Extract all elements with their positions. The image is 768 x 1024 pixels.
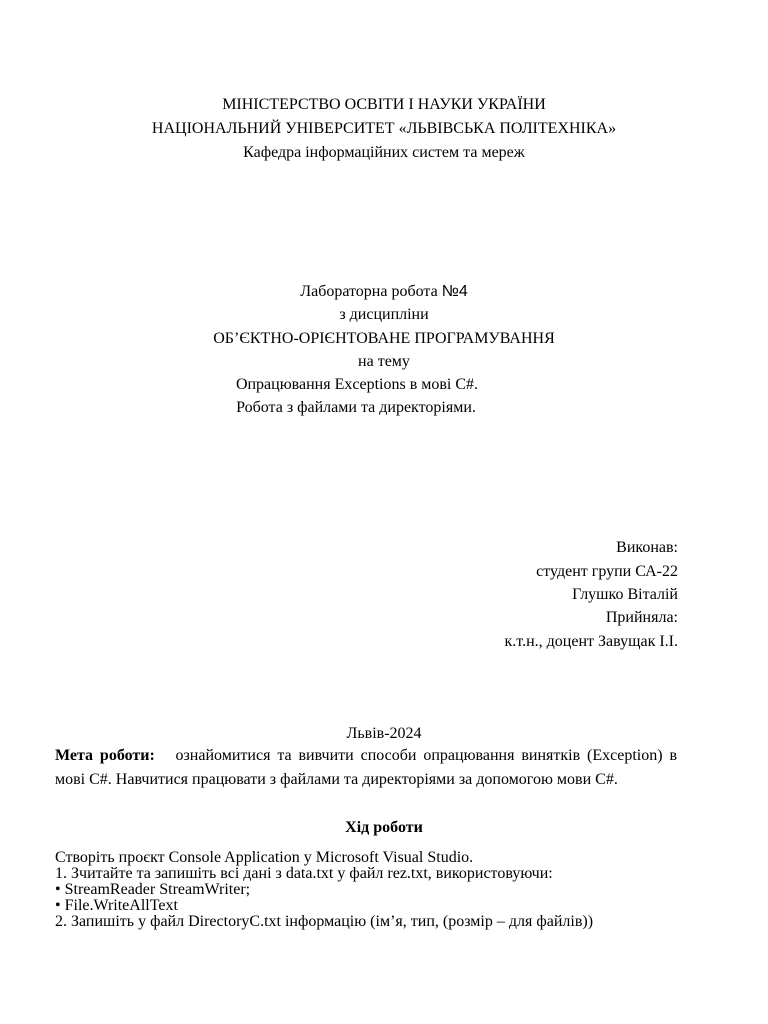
step-line: 2. Запишіть у файл DirectoryC.txt інформацію (ім’я, тип, (розмір – для файлів)) [55,913,594,930]
accepted-label: Прийняла: [605,609,678,626]
topic-line-1: Опрацювання Exceptions в мові C#. [235,376,479,393]
goal-text: ознайомитися та вивчити способи опрацювання винятків (Exception) в мові C#. Навчитися працювати з файлами та директоріями за допомогою мови C#. [55,747,677,788]
lab-title-prefix: Лабораторна робота [300,283,442,300]
step-line: • StreamReader StreamWriter; [55,881,251,898]
goal-label: Мета роботи: [55,747,155,764]
step-line: • File.WriteAllText [55,897,178,914]
goal-paragraph [55,744,677,792]
step-line: 1. Зчитайте та запишіть всі дані з data.txt у файл rez.txt, використовуючи: [55,865,553,882]
topic-intro: на тему [358,353,410,370]
university-title: НАЦІОНАЛЬНИЙ УНІВЕРСИТЕТ «ЛЬВІВСЬКА ПОЛІТЕХНІКА» [151,120,617,137]
student-group: студент групи СА-22 [536,563,678,580]
topic-line-2: Робота з файлами та директоріями. [236,399,476,416]
step-line: Створіть проєкт Console Application у Microsoft Visual Studio. [55,849,474,866]
lab-number: №4 [441,283,468,300]
ministry-title: МІНІСТЕРСТВО ОСВІТИ І НАУКИ УКРАЇНИ [222,96,546,113]
department-title: Кафедра інформаційних систем та мереж [243,144,525,161]
lab-title [0,282,768,302]
performed-label: Виконав: [616,539,678,556]
progress-heading: Хід роботи [345,819,423,836]
teacher-name: к.т.н., доцент Завущак І.І. [504,633,678,650]
discipline-name: ОБ’ЄКТНО-ОРІЄНТОВАНЕ ПРОГРАМУВАННЯ [213,330,555,347]
progress-steps [55,850,593,930]
city-year: Львів-2024 [346,725,422,742]
discipline-intro: з дисципліни [339,306,429,323]
student-name: Глушко Віталій [572,586,678,603]
